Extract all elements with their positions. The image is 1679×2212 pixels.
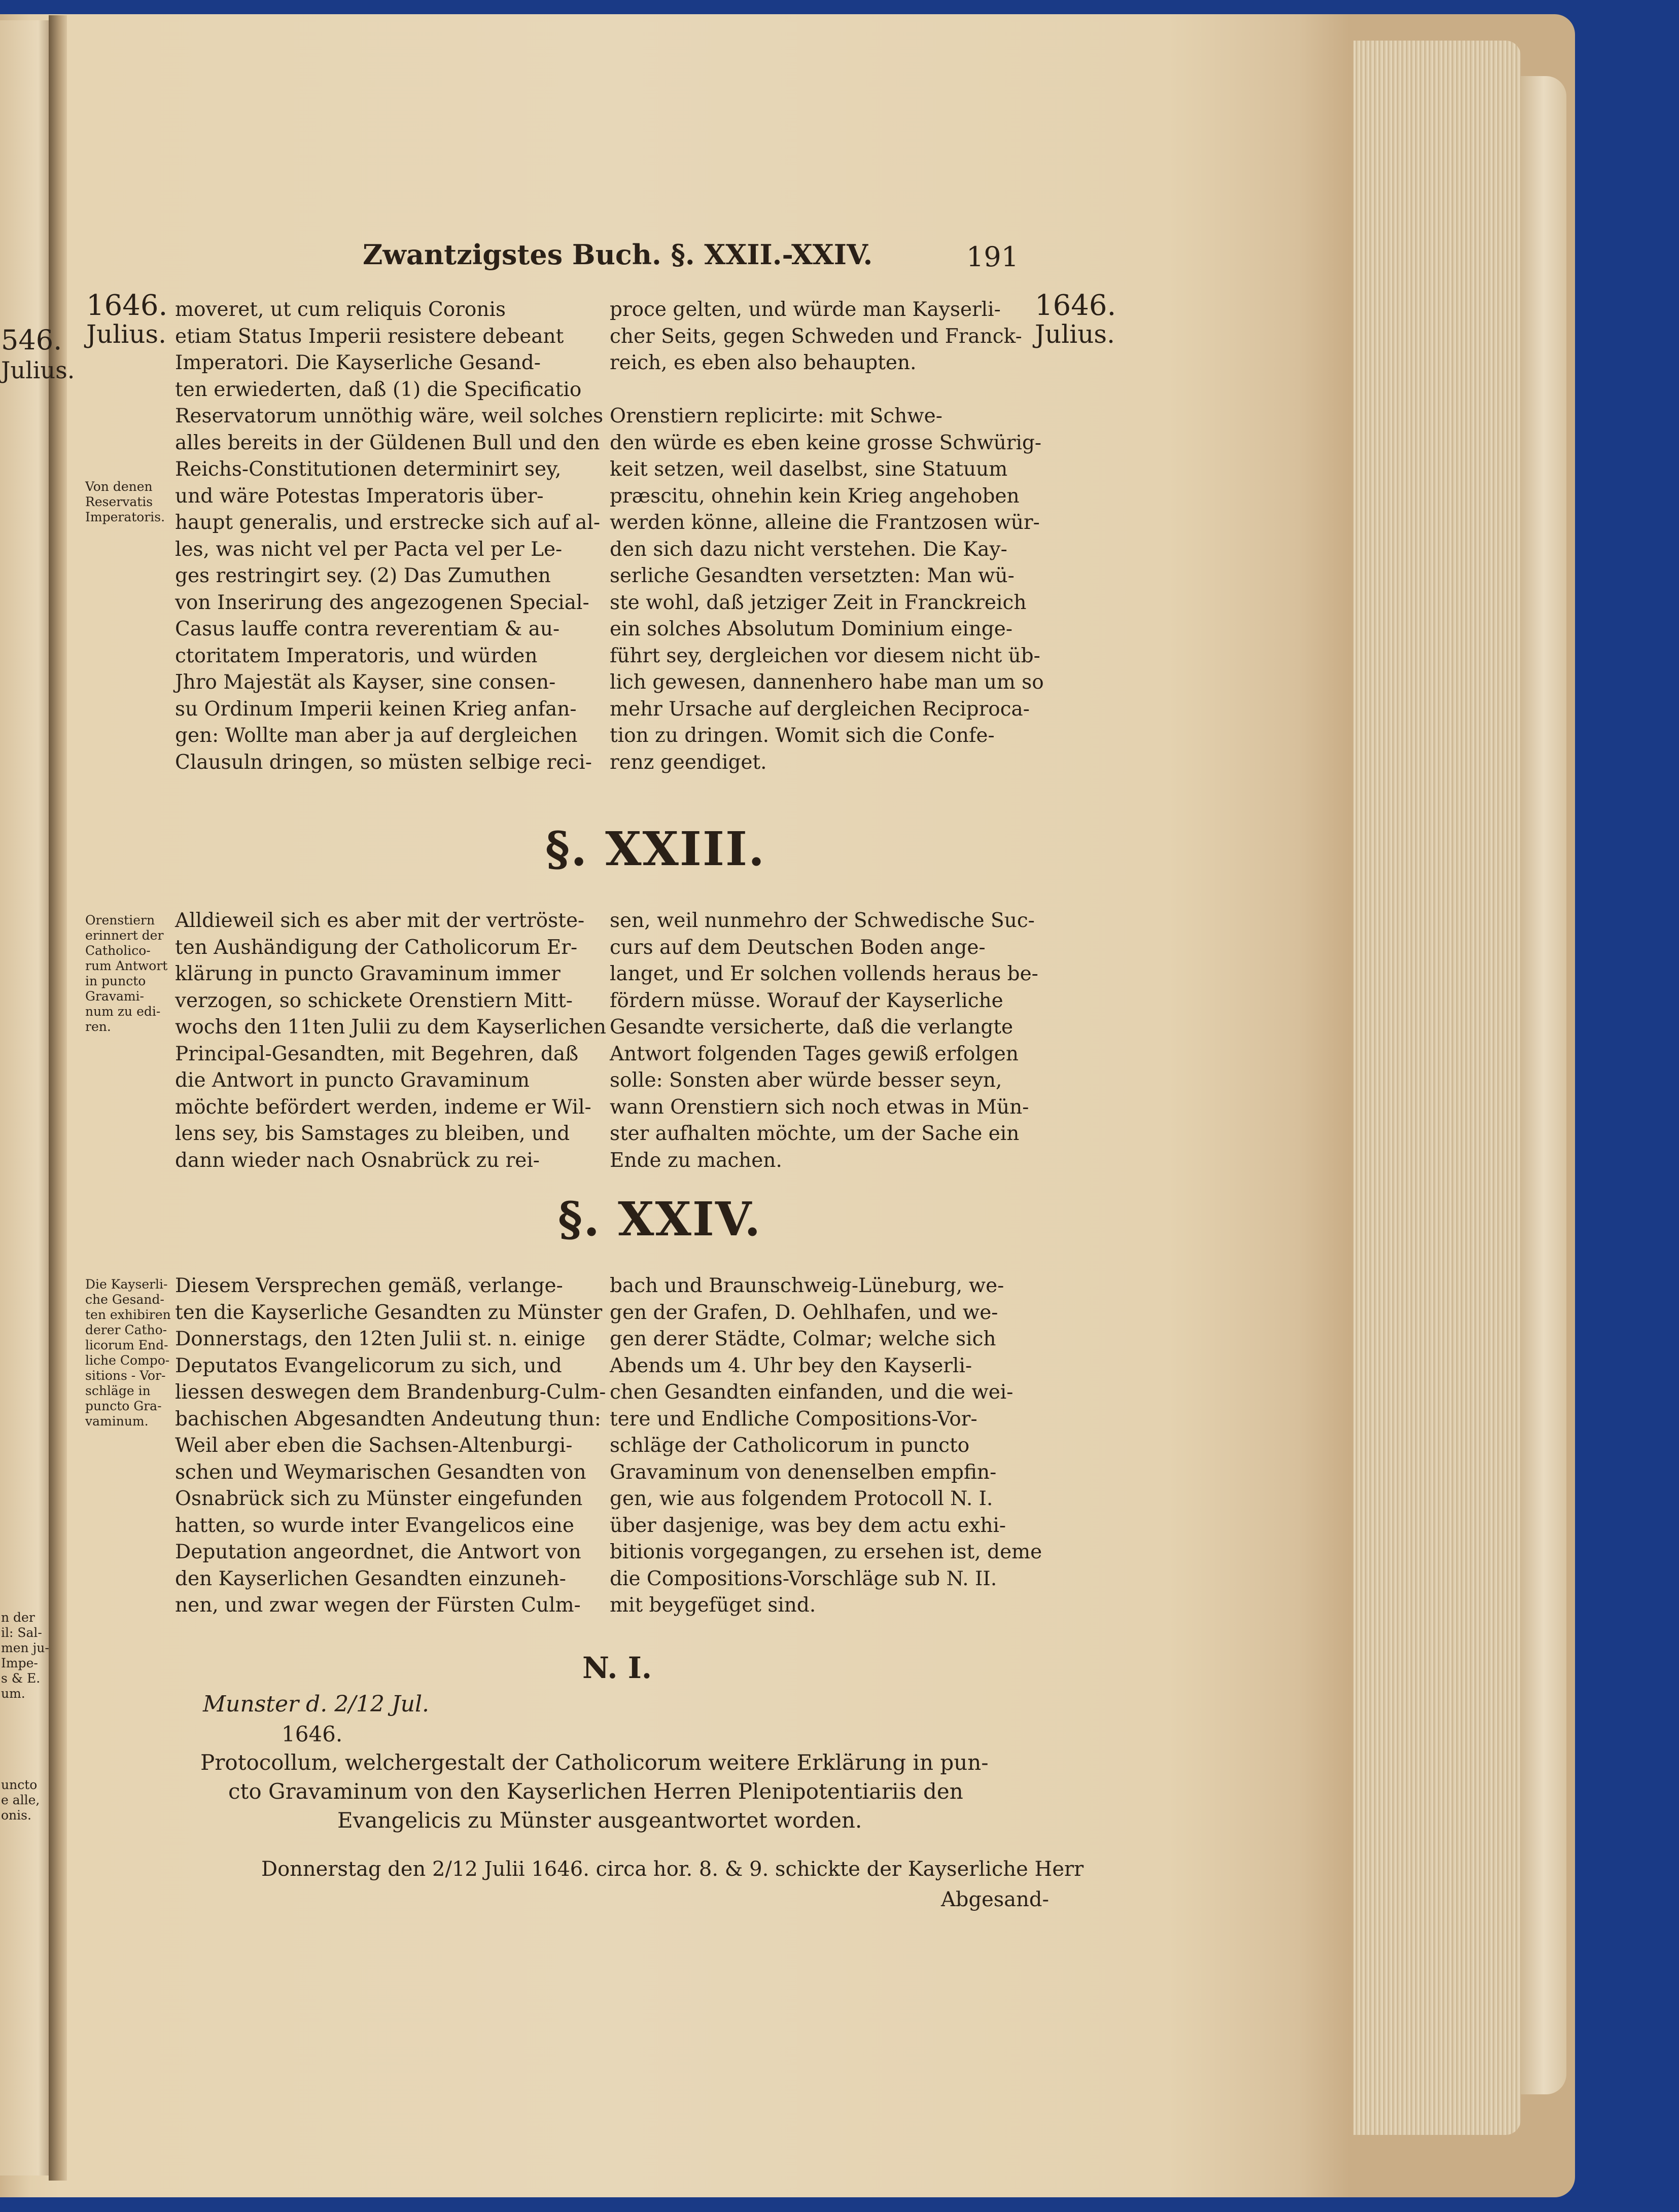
- section3-right-column: bach und Braunschweig-Lüneburg, we- gen der Grafen, D. Oehlhafen, und we- gen derer Städte, Colmar; welche sich Abends um 4. Uhr bey den Kayserli- chen Gesandten einfanden, und die wei- tere und Endliche Compositions-Vor- schläge der Catholicorum in puncto Gravaminum von denenselben empfin- gen, wie aus folgendem Protocoll N. I. über dasjenige, was bey dem actu exhi- bitionis vorgegangen, zu ersehen ist, deme die Compositions-Vorschläge sub N. II. mit beygefüget sind.: [610, 1274, 1042, 1617]
- page-block-edge: [1353, 41, 1521, 2135]
- document-year: 1646.: [282, 1722, 343, 1746]
- section2-left-column: Alldieweil sich es aber mit der vertröste- ten Aushändigung der Catholicorum Er- klärung in puncto Gravaminum immer verzogen, so schickete Orenstiern Mitt- wochs den 11ten Julii zu dem Kayserlichen Principal-Gesandten, mit Begehren, daß die Antwort in puncto Gravaminum möchte befördert werden, indeme er Wil- lens sey, bis Samstages zu bleiben, und dann wieder nach Osnabrück zu rei-: [175, 909, 607, 1172]
- margin-month-left: Julius.: [86, 319, 166, 349]
- margin-month-right: Julius.: [1035, 319, 1115, 349]
- section2-right-column: sen, weil nunmehro der Schwedische Suc- curs auf dem Deutschen Boden ange- langet, und Er solchen vollends heraus be- fördern müsse. Worauf der Kayserliche Gesandte versicherte, daß die verlangte Antwort folgenden Tages gewiß erfolgen solle: Sonsten aber würde besser seyn, wann Orenstiern sich noch etwas in Mün- ster aufhalten möchte, um der Sache ein Ende zu machen.: [610, 909, 1038, 1172]
- margin-year-left: 1646.: [86, 289, 168, 322]
- section3-left-column: Diesem Versprechen gemäß, verlange- ten die Kayserliche Gesandten zu Münster Donnerstags, den 12ten Julii st. n. einige Deputatos Evangelicorum zu sich, und liessen deswegen dem Brandenburg-Culm- bachischen Abgesandten Andeutung thun: Weil aber eben die Sachsen-Altenburgi- schen und Weymarischen Gesandten von Osnabrück sich zu Münster eingefunden hatten, so wurde inter Evangelicos eine Deputation angeordnet, die Antwort von den Kayserlichen Gesandten einzuneh- nen, und zwar wegen der Fürsten Culm-: [175, 1274, 606, 1617]
- marginal-note-reservatis: Von denen Reservatis Imperatoris.: [85, 479, 165, 524]
- document-title-line-2: cto Gravaminum von den Kayserlichen Herren Plenipotentiariis den: [228, 1779, 963, 1804]
- document-title-line-3: Evangelicis zu Münster ausgeantwortet worden.: [337, 1808, 862, 1833]
- margin-year-right: 1646.: [1035, 289, 1116, 322]
- document-catchword: Abgesand-: [941, 1888, 1050, 1911]
- document-first-line: Donnerstag den 2/12 Julii 1646. circa hor. 8. & 9. schickte der Kayserliche Herr: [261, 1858, 1084, 1881]
- section1-left-column: moveret, ut cum reliquis Coronis etiam Status Imperii resistere debeant Imperatori. Die Kayserliche Gesand- ten erwiederten, daß (1) die Specificatio Reservatorum unnöthig wäre, weil solches alles bereits in der Güldenen Bull und den Reichs-Constitutionen determinirt sey, und wäre Potestas Imperatoris über- haupt generalis, und erstrecke sich auf al- les, was nicht vel per Pacta vel per Le- ges restringirt sey. (2) Das Zumuthen von Inserirung des angezogenen Special- Casus lauffe contra reverentiam & au- ctoritatem Imperatoris, und würden Jhro Majestät als Kayser, sine consen- su Ordinum Imperii keinen Krieg anfan- gen: Wollte man aber ja auf dergleichen Clausuln dringen, so müsten selbige reci-: [175, 298, 604, 774]
- document-heading-n1: N. I.: [582, 1651, 652, 1685]
- section-heading-xxiv: §. XXIV.: [558, 1192, 762, 1246]
- section1-right-column: proce gelten, und würde man Kayserli- cher Seits, gegen Schweden und Franck- reich, es eben also behaupten. Orenstiern replicirte: mit Schwe- den würde es eben keine grosse Schwürig- keit setzen, weil daselbst, sine Statuum præscitu, ohnehin kein Krieg angehoben werden könne, alleine die Frantzosen wür- den sich dazu nicht verstehen. Die Kay- serliche Gesandten versetzten: Man wü- ste wohl, daß jetziger Zeit in Franckreich ein solches Absolutum Dominium einge- führt sey, dergleichen vor diesem nicht üb- lich gewesen, dannenhero habe man um so mehr Ursache auf dergleichen Reciproca- tion zu dringen. Womit sich die Confe- renz geendiget.: [610, 298, 1044, 774]
- left-page-fragment-top: 546. Julius.: [1, 324, 75, 384]
- running-header: Zwantzigstes Buch. §. XXII.-XXIV.: [363, 238, 873, 271]
- page-number: 191: [966, 241, 1019, 273]
- section-heading-xxiii: §. XXIII.: [545, 822, 766, 876]
- document-place-date: Munster d. 2/12 Jul.: [203, 1691, 430, 1717]
- page-curl: [1521, 76, 1566, 2094]
- marginal-note-kayserliche: Die Kayserli- che Gesand- ten exhibiren derer Catho- licorum End- liche Compo- sitions - Vor- schläge in puncto Gra- vaminum.: [85, 1277, 171, 1429]
- document-title-line-1: Protocollum, welchergestalt der Catholicorum weitere Erklärung in pun-: [200, 1750, 989, 1775]
- marginal-note-orenstiern: Orenstiern erinnert der Catholico- rum Antwort in puncto Gravami- num zu edi- ren.: [85, 913, 168, 1034]
- left-page-fragment-bottom: n der il: Sal- men ju- Impe- s & E. um. uncto e alle, onis.: [1, 1610, 49, 1823]
